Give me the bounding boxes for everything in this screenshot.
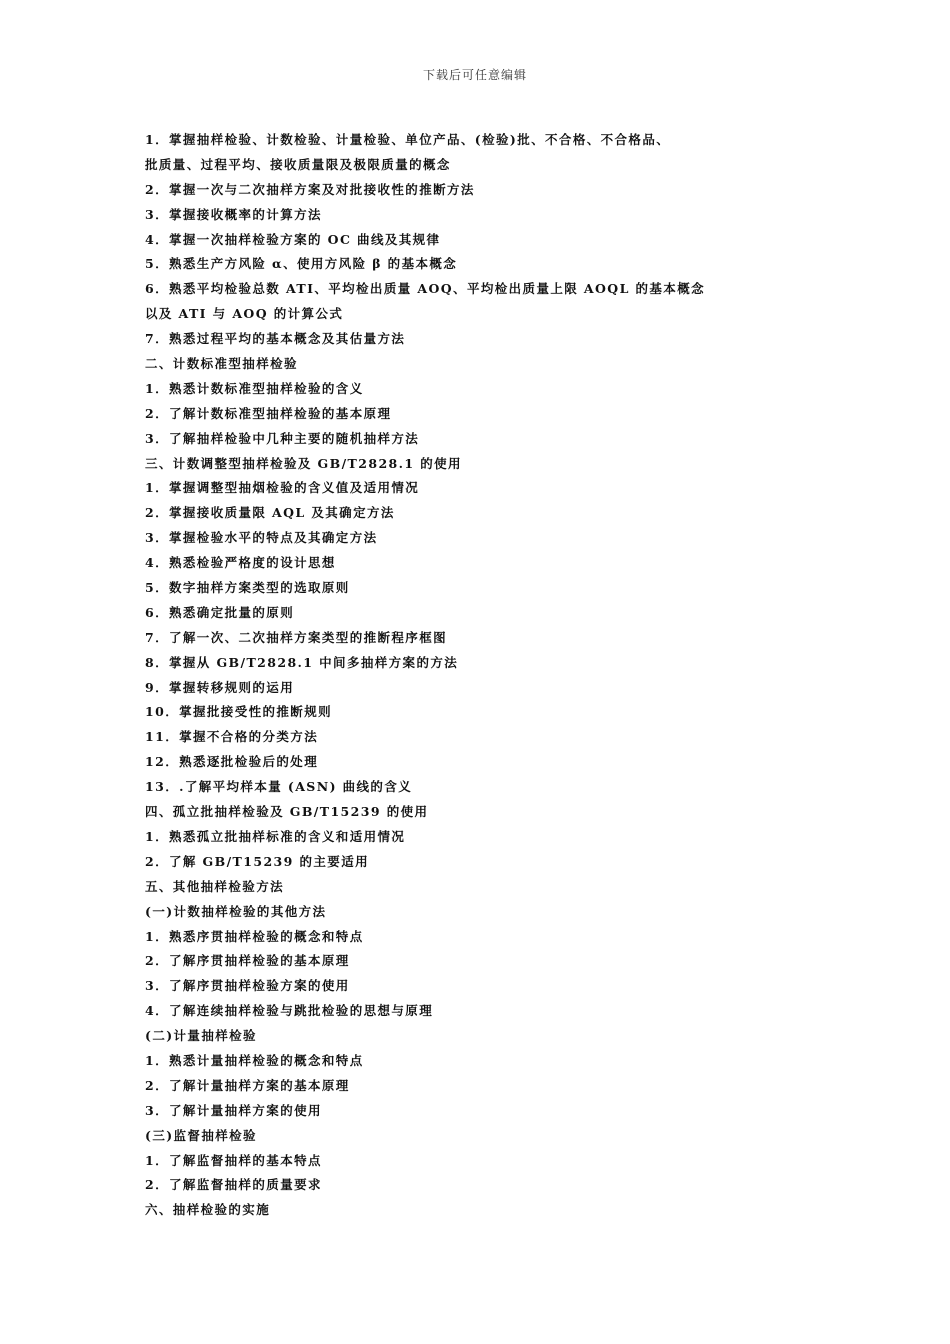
text-line: 3．了解抽样检验中几种主要的随机抽样方法	[145, 430, 420, 446]
section-heading: 五、其他抽样检验方法	[145, 878, 285, 894]
text-line: 2．了解计量抽样方案的基本原理	[145, 1077, 350, 1093]
text-line: 1．熟悉孤立批抽样标准的含义和适用情况	[145, 828, 406, 844]
section-heading: 六、抽样检验的实施	[145, 1202, 271, 1218]
text-line: 1．熟悉计数标准型抽样检验的含义	[145, 380, 364, 396]
text-line: 8．掌握从 GB/T2828.1 中间多抽样方案的方法	[145, 654, 459, 670]
text-line: 5．熟悉生产方风险 α、使用方风险 β 的基本概念	[145, 256, 458, 272]
subsection-heading: (一)计数抽样检验的其他方法	[145, 903, 327, 919]
subsection-heading: (三)监督抽样检验	[145, 1127, 257, 1143]
section-heading: 四、孤立批抽样检验及 GB/T15239 的使用	[145, 804, 429, 820]
text-line: 1．熟悉序贯抽样检验的概念和特点	[145, 928, 364, 944]
text-line: 13．.了解平均样本量 (ASN) 曲线的含义	[145, 779, 413, 795]
text-line: 6．熟悉确定批量的原则	[145, 604, 295, 620]
text-line: 4．了解连续抽样检验与跳批检验的思想与原理	[145, 1003, 434, 1019]
text-line: 3．了解计量抽样方案的使用	[145, 1102, 322, 1118]
text-line: 1．熟悉计量抽样检验的概念和特点	[145, 1052, 364, 1068]
text-line: 3．掌握检验水平的特点及其确定方法	[145, 530, 378, 546]
section-heading: 三、计数调整型抽样检验及 GB/T2828.1 的使用	[145, 455, 462, 471]
text-line: 3．掌握接收概率的计算方法	[145, 206, 322, 222]
text-line: 7．熟悉过程平均的基本概念及其估量方法	[145, 331, 406, 347]
text-line: 6．熟悉平均检验总数 ATI、平均检出质量 AOQ、平均检出质量上限 AOQL 的基本概念	[145, 281, 706, 297]
text-line: 12．熟悉逐批检验后的处理	[145, 754, 319, 770]
text-line: 2．了解 GB/T15239 的主要适用	[145, 853, 369, 869]
text-line: 2．掌握一次与二次抽样方案及对批接收性的推断方法	[145, 181, 475, 197]
subsection-heading: (二)计量抽样检验	[145, 1028, 257, 1044]
text-line: 以及 ATI 与 AOQ 的计算公式	[145, 306, 344, 322]
text-line: 2．了解序贯抽样检验的基本原理	[145, 953, 350, 969]
text-line: 1．掌握调整型抽烟检验的含义值及适用情况	[145, 480, 420, 496]
text-line: 2．了解监督抽样的质量要求	[145, 1177, 322, 1193]
section-heading: 二、计数标准型抽样检验	[145, 356, 298, 372]
text-line: 11．掌握不合格的分类方法	[145, 729, 319, 745]
text-line: 9．掌握转移规则的运用	[145, 679, 295, 695]
text-line: 1．了解监督抽样的基本特点	[145, 1152, 322, 1168]
text-line: 7．了解一次、二次抽样方案类型的推断程序框图	[145, 629, 447, 645]
text-line: 批质量、过程平均、接收质量限及极限质量的概念	[145, 156, 451, 172]
text-line: 2．掌握接收质量限 AQL 及其确定方法	[145, 505, 395, 521]
text-line: 10．掌握批接受性的推断规则	[145, 704, 332, 720]
page-header: 下载后可任意编辑	[422, 68, 527, 82]
text-line: 4．熟悉检验严格度的设计思想	[145, 555, 336, 571]
text-line: 2．了解计数标准型抽样检验的基本原理	[145, 405, 392, 421]
document-body	[145, 128, 805, 1223]
text-line: 1．掌握抽样检验、计数检验、计量检验、单位产品、(检验)批、不合格、不合格品、	[145, 132, 671, 147]
text-line: 4．掌握一次抽样检验方案的 OC 曲线及其规律	[145, 231, 441, 247]
text-line: 3．了解序贯抽样检验方案的使用	[145, 978, 350, 994]
text-line: 5．数字抽样方案类型的选取原则	[145, 580, 350, 596]
